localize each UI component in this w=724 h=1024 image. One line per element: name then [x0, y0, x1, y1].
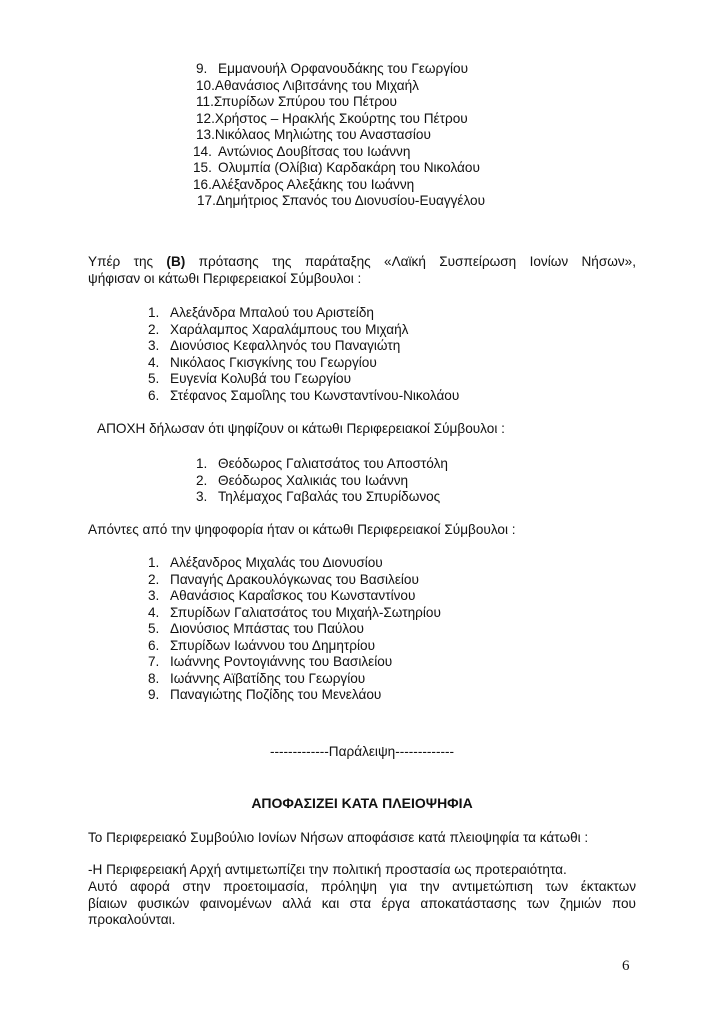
list-number: 6.	[148, 637, 160, 653]
list-item	[197, 193, 485, 210]
list-number: 1.	[196, 456, 208, 471]
list-number: 17.	[197, 193, 216, 208]
list-number: 6.	[148, 387, 160, 403]
list-item	[148, 388, 459, 405]
omission-marker: -------------Παράλειψη-------------	[269, 744, 455, 759]
proposal-b-line2: ψήφισαν οι κάτωθι Περιφερειακοί Σύμβουλοι :	[88, 270, 362, 286]
list-text: Διονύσιος Κεφαλληνός του Παναγιώτη	[170, 338, 401, 353]
list-text: Στέφανος Σαμοΐλης του Κωνσταντίνου-Νικολάου	[170, 387, 460, 403]
list-text: Ιωάννης Αϊβατίδης του Γεωργίου	[170, 670, 366, 686]
list-text: Νικόλαος Μηλιώτης του Αναστασίου	[214, 127, 431, 142]
page-number: 6	[622, 958, 630, 974]
list-number: 9.	[196, 61, 208, 76]
list-number: 2.	[148, 321, 160, 337]
list-text: Σπυρίδων Ιωάννου του Δημητρίου	[170, 637, 376, 653]
list-text: Θεόδωρος Χαλικιάς του Ιωάννη	[218, 472, 409, 488]
proposal-b-line1	[88, 254, 636, 271]
list-item	[196, 456, 448, 473]
list-number: 5.	[148, 371, 160, 386]
proposal-b-text: πρότασης της παράταξης «Λαϊκή Συσπείρωση Ιονίων Νήσων»,	[198, 254, 637, 269]
list-number: 3.	[196, 489, 208, 504]
list-text: Χαράλαμπος Χαραλάμπους του Μιχαήλ	[170, 321, 409, 337]
list-item	[196, 473, 408, 490]
list-item	[148, 555, 383, 572]
list-item	[196, 61, 468, 78]
list-text: Δημήτριος Σπανός του Διονυσίου-Ευαγγέλου	[215, 193, 486, 208]
list-item	[193, 177, 414, 194]
absent-heading: Απόντες από την ψηφοφορία ήταν οι κάτωθι Περιφερειακοί Σύμβουλοι :	[88, 522, 516, 537]
list-item	[148, 371, 351, 388]
decision-heading: ΑΠΟΦΑΣΙΖΕΙ ΚΑΤΑ ΠΛΕΙΟΨΗΦΙΑ	[251, 795, 473, 811]
list-text: Σπυρίδων Σπύρου του Πέτρου	[213, 94, 397, 109]
list-number: 13.	[196, 127, 215, 142]
decision-body-line: -Η Περιφερειακή Αρχή αντιμετωπίζει την πολιτική προστασία ως προτεραιότητα.	[88, 862, 567, 877]
list-item	[148, 355, 377, 372]
list-text: Χρήστος – Ηρακλής Σκούρτης του Πέτρου	[214, 110, 468, 126]
list-number: 3.	[148, 588, 160, 603]
list-number: 14.	[193, 143, 212, 159]
list-number: 1.	[148, 305, 160, 320]
list-item	[148, 654, 392, 671]
list-number: 1.	[148, 555, 160, 570]
list-number: 4.	[148, 354, 160, 370]
list-number: 8.	[148, 670, 160, 686]
list-item	[196, 127, 431, 144]
list-number: 2.	[148, 571, 160, 587]
list-item	[196, 94, 397, 111]
list-item	[196, 78, 419, 95]
list-number: 10.	[196, 77, 215, 93]
list-item	[148, 322, 408, 339]
list-text: Παναγιώτης Ποζίδης του Μενελάου	[170, 687, 382, 702]
list-item	[193, 160, 480, 177]
list-item	[148, 572, 419, 589]
list-number: 15.	[193, 160, 212, 175]
decision-body-line: προκαλούνται.	[88, 912, 176, 928]
list-text: Παναγής Δρακουλόγκωνας του Βασιλείου	[170, 571, 419, 587]
list-number: 4.	[148, 604, 160, 620]
list-number: 12.	[196, 110, 215, 126]
list-text: Εμμανουήλ Ορφανουδάκης του Γεωργίου	[218, 61, 469, 76]
list-text: Θεόδωρος Γαλιατσάτος του Αποστόλη	[218, 456, 448, 471]
decision-body	[88, 862, 636, 929]
list-item	[148, 687, 381, 704]
list-text: Αλεξάνδρα Μπαλού του Αριστείδη	[170, 305, 374, 320]
list-item	[196, 111, 468, 128]
list-item	[196, 489, 440, 506]
list-item	[148, 605, 441, 622]
list-text: Νικόλαος Γκισγκίνης του Γεωργίου	[170, 354, 377, 370]
list-number: 16.	[193, 176, 212, 192]
list-item	[148, 671, 365, 688]
list-text: Αθανάσιος Καραΐσκος του Κωνσταντίνου	[170, 588, 416, 603]
list-text: Αντώνιος Δουβίτσας του Ιωάννη	[218, 143, 411, 159]
list-item	[148, 588, 415, 605]
list-item	[148, 305, 374, 322]
list-text: Διονύσιος Μπάστας του Παύλου	[170, 621, 364, 636]
list-number: 11.	[196, 94, 214, 109]
list-item	[148, 621, 364, 638]
list-item	[148, 338, 400, 355]
proposal-b-text: Υπέρ της	[88, 254, 154, 269]
list-text: Αλέξανδρος Αλεξάκης του Ιωάννη	[211, 176, 415, 192]
list-number: 5.	[148, 621, 160, 636]
proposal-b-paragraph	[88, 254, 636, 288]
list-item	[148, 638, 375, 655]
list-number: 2.	[196, 472, 208, 488]
list-text: Αθανάσιος Λιβιτσάνης του Μιχαήλ	[214, 77, 419, 93]
list-item	[193, 144, 410, 161]
list-text: Σπυρίδων Γαλιατσάτος του Μιχαήλ-Σωτηρίου	[170, 604, 441, 620]
abstention-heading: ΑΠΟΧΗ δήλωσαν ότι ψηφίζουν οι κάτωθι Περιφερειακοί Σύμβουλοι :	[97, 421, 505, 436]
list-text: Ιωάννης Ροντογιάννης του Βασιλείου	[170, 654, 393, 669]
list-text: Ολυμπία (Ολίβια) Καρδακάρη του Νικολάου	[218, 160, 480, 175]
list-number: 7.	[148, 654, 160, 669]
list-number: 3.	[148, 338, 160, 353]
decision-body-line: βίαιων φυσικών φαινομένων αλλά και στα έργα αποκατάστασης των ζημιών που	[88, 895, 636, 911]
list-text: Ευγενία Κολυβά του Γεωργίου	[170, 371, 352, 386]
list-text: Τηλέμαχος Γαβαλάς του Σπυρίδωνος	[218, 489, 441, 504]
decision-body-line: Αυτό αφορά στην προετοιμασία, πρόληψη για την αντιμετώπιση των έκτακτων	[88, 878, 636, 894]
list-text: Αλέξανδρος Μιχαλάς του Διονυσίου	[170, 555, 383, 570]
proposal-b-label: (Β)	[166, 254, 186, 269]
list-number: 9.	[148, 687, 160, 702]
decision-intro: Το Περιφερειακό Συμβούλιο Ιονίων Νήσων αποφάσισε κατά πλειοψηφία τα κάτωθι :	[88, 830, 589, 845]
